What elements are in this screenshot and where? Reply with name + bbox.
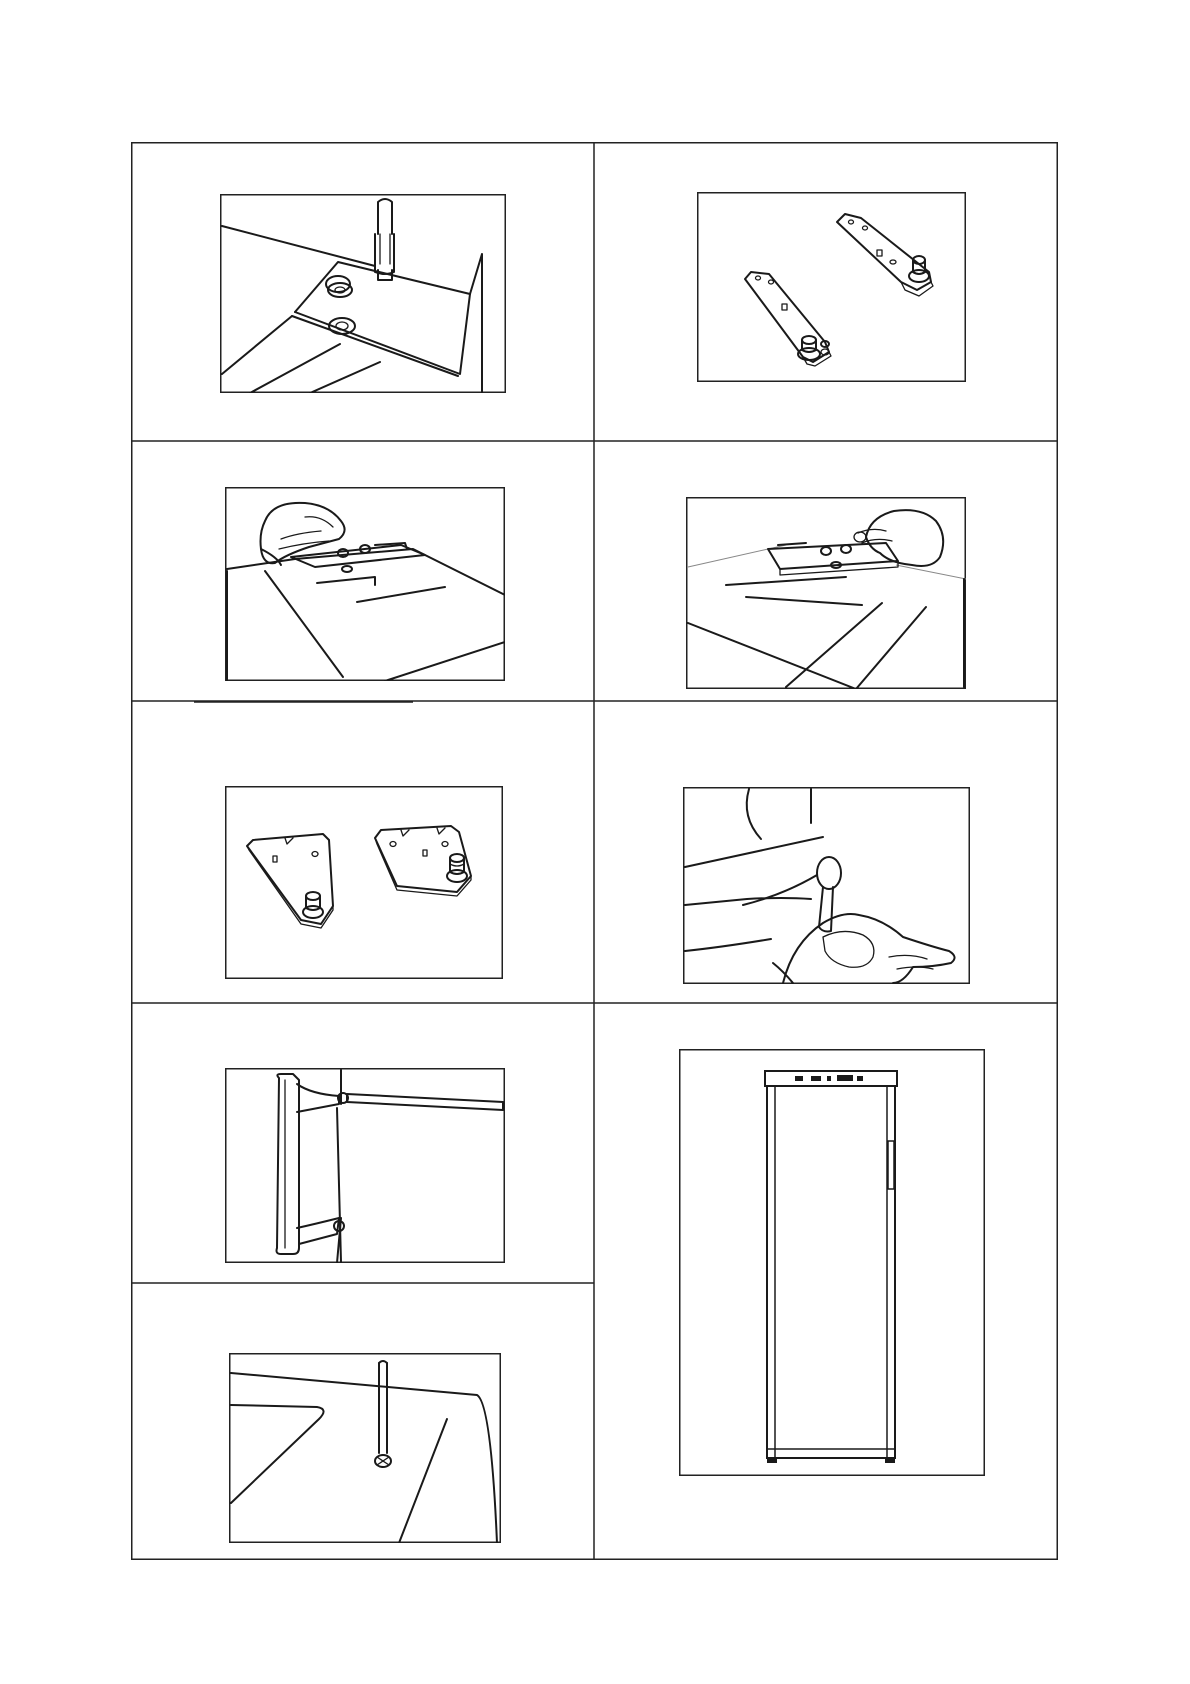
illustration-remove-handle-screw — [225, 1068, 505, 1263]
illustration-fasten-bottom-screw — [229, 1353, 501, 1543]
illustration-bottom-hinge-plates — [225, 786, 503, 979]
illustration-place-hinge-left — [225, 487, 505, 681]
illustration-freezer-front — [679, 1049, 985, 1476]
illustration-remove-hole-cover — [683, 787, 970, 984]
illustration-place-hinge-right — [686, 497, 966, 689]
illustration-hinge-brackets — [697, 192, 966, 382]
instruction-grid — [131, 142, 1058, 1560]
illustration-remove-top-hinge-screws — [220, 194, 506, 393]
